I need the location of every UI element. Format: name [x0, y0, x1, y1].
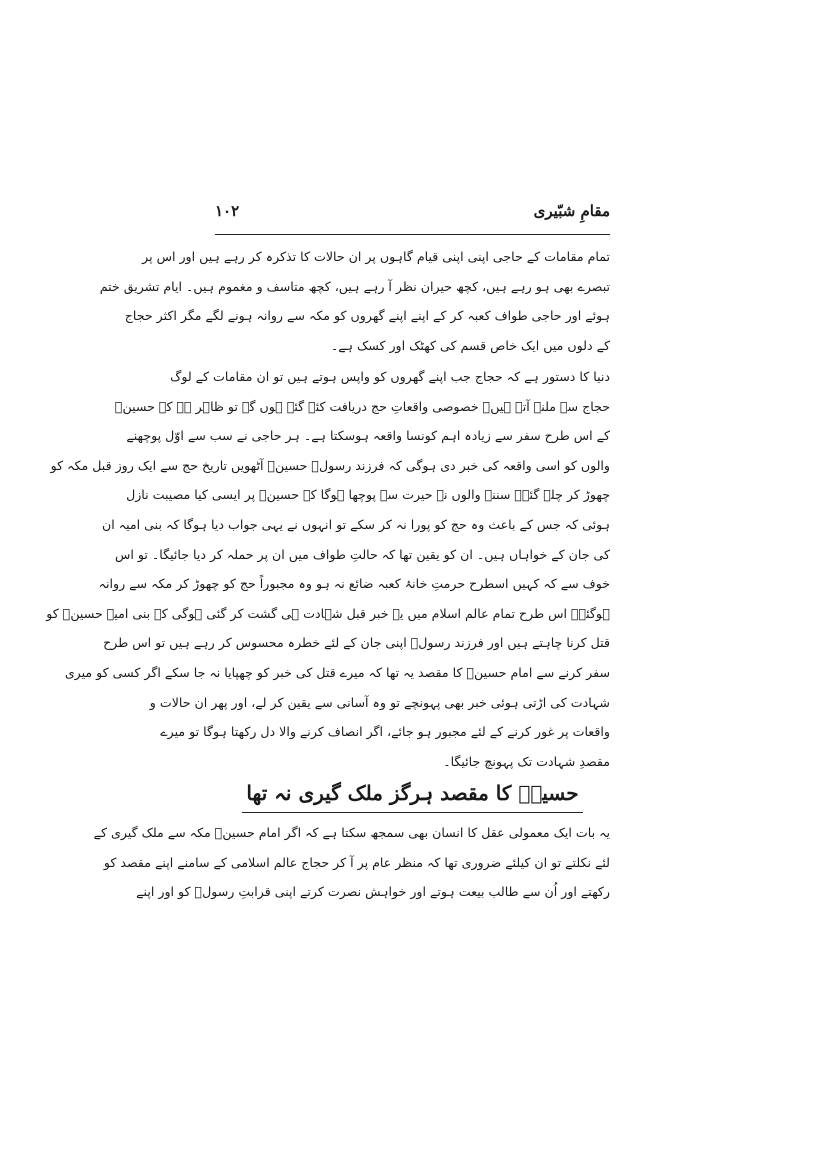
paragraph-1: [99, 242, 610, 360]
text-line: خوف سے کہ کہیں اسطرح حرمتِ خانۂ کعبہ ضائع نہ ہو وہ مجبوراً حج کو چھوڑ کر مکہ سے روانہ: [98, 576, 610, 592]
text-line: کے اس طرح سفر سے زیادہ اہم کونسا واقعہ ہوسکتا ہے۔ ہر حاجی نے سب سے اوّل پوچھنے: [126, 428, 610, 444]
text-line: دنیا کا دستور ہے کہ حجاج جب اپنے گھروں کو واپس ہوتے ہیں تو ان مقامات کے لوگ: [170, 369, 610, 384]
page-header: [215, 198, 610, 232]
text-line: والوں کو اسی واقعہ کی خبر دی ہوگی کہ فرزند رسولؐ حسینؑ آٹھویں تاریخ حج سے ایک روز قبل مکہ کو: [50, 457, 610, 473]
text-line: لئے نکلتے تو ان کیلئے ضروری تھا کہ منظر عام پر آ کر حجاج عالم اسلامی کے سامنے اپنے مقصد کو: [103, 854, 610, 870]
book-title: مقامِ شبّیری: [533, 202, 610, 220]
text-line: تبصرے بھی ہو رہے ہیں، کچھ حیران نظر آ رہے ہیں، کچھ متاسف و مغموم ہیں۔ ایام تشریق ختم: [99, 278, 610, 294]
text-line: مقصدِ شہادت تک پہونچ جائیگا۔: [443, 753, 610, 769]
text-line: چھوڑ کر چلے گئے۔ سننے والوں نے حیرت سے پوچھا ہوگا کہ حسینؑ پر ایسی کیا مصیبت نازل: [126, 487, 610, 503]
text-line: ہوئے اور حاجی طواف کعبہ کر کے اپنے اپنے گھروں کو مکہ سے روانہ ہونے لگے مگر اکثر حجاج: [124, 308, 610, 324]
text-line: کے دلوں میں ایک خاص قسم کی کھٹک اور کسک ہے۔: [330, 337, 610, 353]
text-line: شہادت کی اڑتی ہوئی خبر بھی پہونچے تو وہ آسانی سے یقین کر لے، اور پھر ان حالات و: [149, 694, 610, 710]
text-line: کی جان کے خواہاں ہیں۔ ان کو یقین تھا کہ حالتِ طواف میں ان پر حملہ کر دیا جائیگا۔ تو اس: [115, 546, 610, 562]
text-line: حجاج سے ملنے آتے ہیں۔ خصوصی واقعاتِ حج دریافت کئے گئے ہوں گے تو ظاہر ہے کہ حسینؑ: [114, 398, 610, 414]
text-line: قتل کرنا چاہتے ہیں اور فرزند رسولؐ اپنی جان کے لئے خطرہ محسوس کر رہے ہیں تو اس طرح: [103, 635, 610, 651]
header-rule: [215, 234, 610, 235]
paragraph-2: [46, 362, 610, 776]
paragraph-3: [93, 818, 610, 907]
page-number: ۱۰۲: [215, 202, 240, 220]
section-heading: حسینؑ کا مقصد ہرگز ملک گیری نہ تھا: [242, 774, 582, 813]
text-line: یہ بات ایک معمولی عقل کا انسان بھی سمجھ سکتا ہے کہ اگر امام حسینؑ مکہ سے ملک گیری کے: [93, 825, 610, 840]
text-line: ہوئی کہ جس کے باعث وہ حج کو پورا نہ کر سکے تو انہوں نے یہی جواب دیا ہوگا کہ بنی امیہ ان: [101, 516, 610, 532]
text-line: تمام مقامات کے حاجی اپنی اپنی قیام گاہوں پر ان حالات کا تذکرہ کر رہے ہیں اور اس پر: [142, 249, 610, 264]
section-heading-container: [215, 774, 610, 814]
text-line: ہوگئے۔ اس طرح تمام عالم اسلام میں یہ خبر قبل شہادت ہی گشت کر گئی ہوگی کہ بنی امیہ حسینؑ کو: [46, 605, 610, 621]
text-line: رکھتے اور اُن سے طالب بیعت ہوتے اور خواہش نصرت کرتے اپنی قرابتِ رسولؐ کو اور اپنے: [136, 884, 610, 900]
text-line: سفر کرنے سے امام حسینؑ کا مقصد یہ تھا کہ میرے قتل کی خبر کو چھپایا نہ جا سکے اگر کسی کو میری: [64, 664, 610, 680]
text-line: واقعات پر غور کرنے کے لئے مجبور ہو جائے، اگر انصاف کرنے والا دل رکھتا ہوگا تو میرے: [160, 724, 610, 740]
